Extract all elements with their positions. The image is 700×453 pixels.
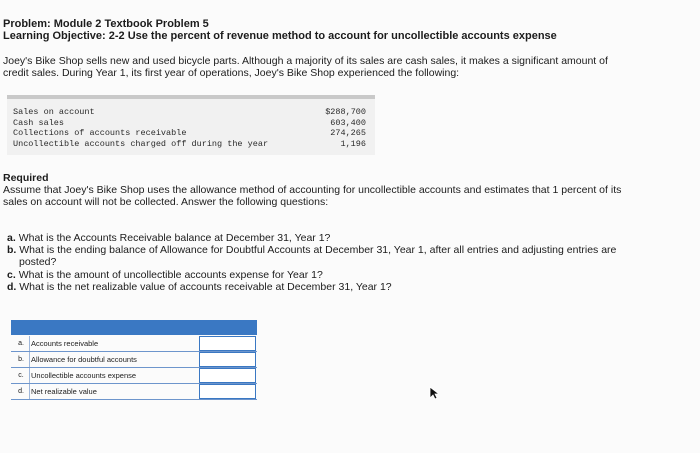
row-divider — [11, 399, 257, 400]
data-value: $288,700 — [325, 107, 366, 117]
question-letter: c. — [7, 269, 16, 281]
answer-row-a — [11, 336, 257, 351]
answer-row-b — [11, 352, 257, 367]
data-table — [7, 95, 375, 155]
data-row — [7, 107, 375, 118]
answer-label: Uncollectible accounts expense — [31, 371, 137, 380]
answer-label: Accounts receivable — [31, 339, 99, 348]
data-label: Sales on account — [13, 107, 95, 117]
uncollectible-expense-input[interactable] — [199, 368, 256, 383]
answer-row-c — [11, 368, 257, 383]
question-c — [7, 269, 323, 281]
answer-table-header — [11, 320, 257, 335]
question-text: What is the amount of uncollectible accounts expense for Year 1? — [18, 269, 323, 281]
data-row — [7, 139, 375, 150]
allowance-doubtful-input[interactable] — [199, 352, 256, 367]
answer-label: Net realizable value — [31, 387, 97, 396]
net-realizable-value-input[interactable] — [199, 384, 256, 399]
data-row — [7, 118, 375, 129]
data-label: Uncollectible accounts charged off during the year — [13, 138, 269, 149]
question-b — [7, 244, 616, 256]
required-line-2: sales on account will not be collected. Answer the following questions: — [3, 196, 329, 208]
answer-letter: d. — [13, 384, 30, 399]
question-text: What is the net realizable value of accounts receivable at December 31, Year 1? — [19, 281, 392, 293]
problem-title: Problem: Module 2 Textbook Problem 5 — [3, 18, 209, 30]
answer-row-d — [11, 384, 257, 399]
data-value: 1,196 — [340, 138, 366, 149]
question-letter: a. — [7, 232, 16, 244]
accounts-receivable-input[interactable] — [199, 336, 256, 351]
answer-letter: c. — [13, 368, 30, 383]
question-text: What is the Accounts Receivable balance at December 31, Year 1? — [18, 232, 331, 244]
question-text: What is the ending balance of Allowance for Doubtful Accounts at December 31, Year 1, after all entries and adjusting entries are — [19, 244, 617, 256]
data-row — [7, 128, 375, 139]
intro-line-1: Joey's Bike Shop sells new and used bicycle parts. Although a majority of its sales are cash sales, it makes a significant amount of — [3, 55, 608, 67]
data-value: 274,265 — [330, 128, 366, 138]
answer-label: Allowance for doubtful accounts — [31, 355, 137, 364]
question-letter: d. — [7, 281, 17, 293]
learning-objective: Learning Objective: 2-2 Use the percent of revenue method to account for uncollectible accounts expense — [3, 30, 557, 42]
question-d — [7, 281, 392, 293]
required-heading: Required — [3, 172, 49, 184]
data-value: 603,400 — [330, 117, 366, 128]
required-line-1: Assume that Joey's Bike Shop uses the allowance method of accounting for uncollectible accounts and estimates that 1 percent of its — [3, 184, 622, 196]
intro-line-2: credit sales. During Year 1, its first year of operations, Joey's Bike Shop experienced the following: — [3, 67, 460, 79]
question-b-continued: posted? — [19, 256, 57, 268]
answer-letter: a. — [13, 336, 30, 351]
question-letter: b. — [7, 244, 17, 256]
data-label: Cash sales — [13, 117, 65, 128]
cursor-arrow-icon — [429, 386, 439, 400]
question-a — [7, 232, 330, 244]
answer-letter: b. — [13, 352, 30, 367]
data-label: Collections of accounts receivable — [13, 128, 187, 138]
